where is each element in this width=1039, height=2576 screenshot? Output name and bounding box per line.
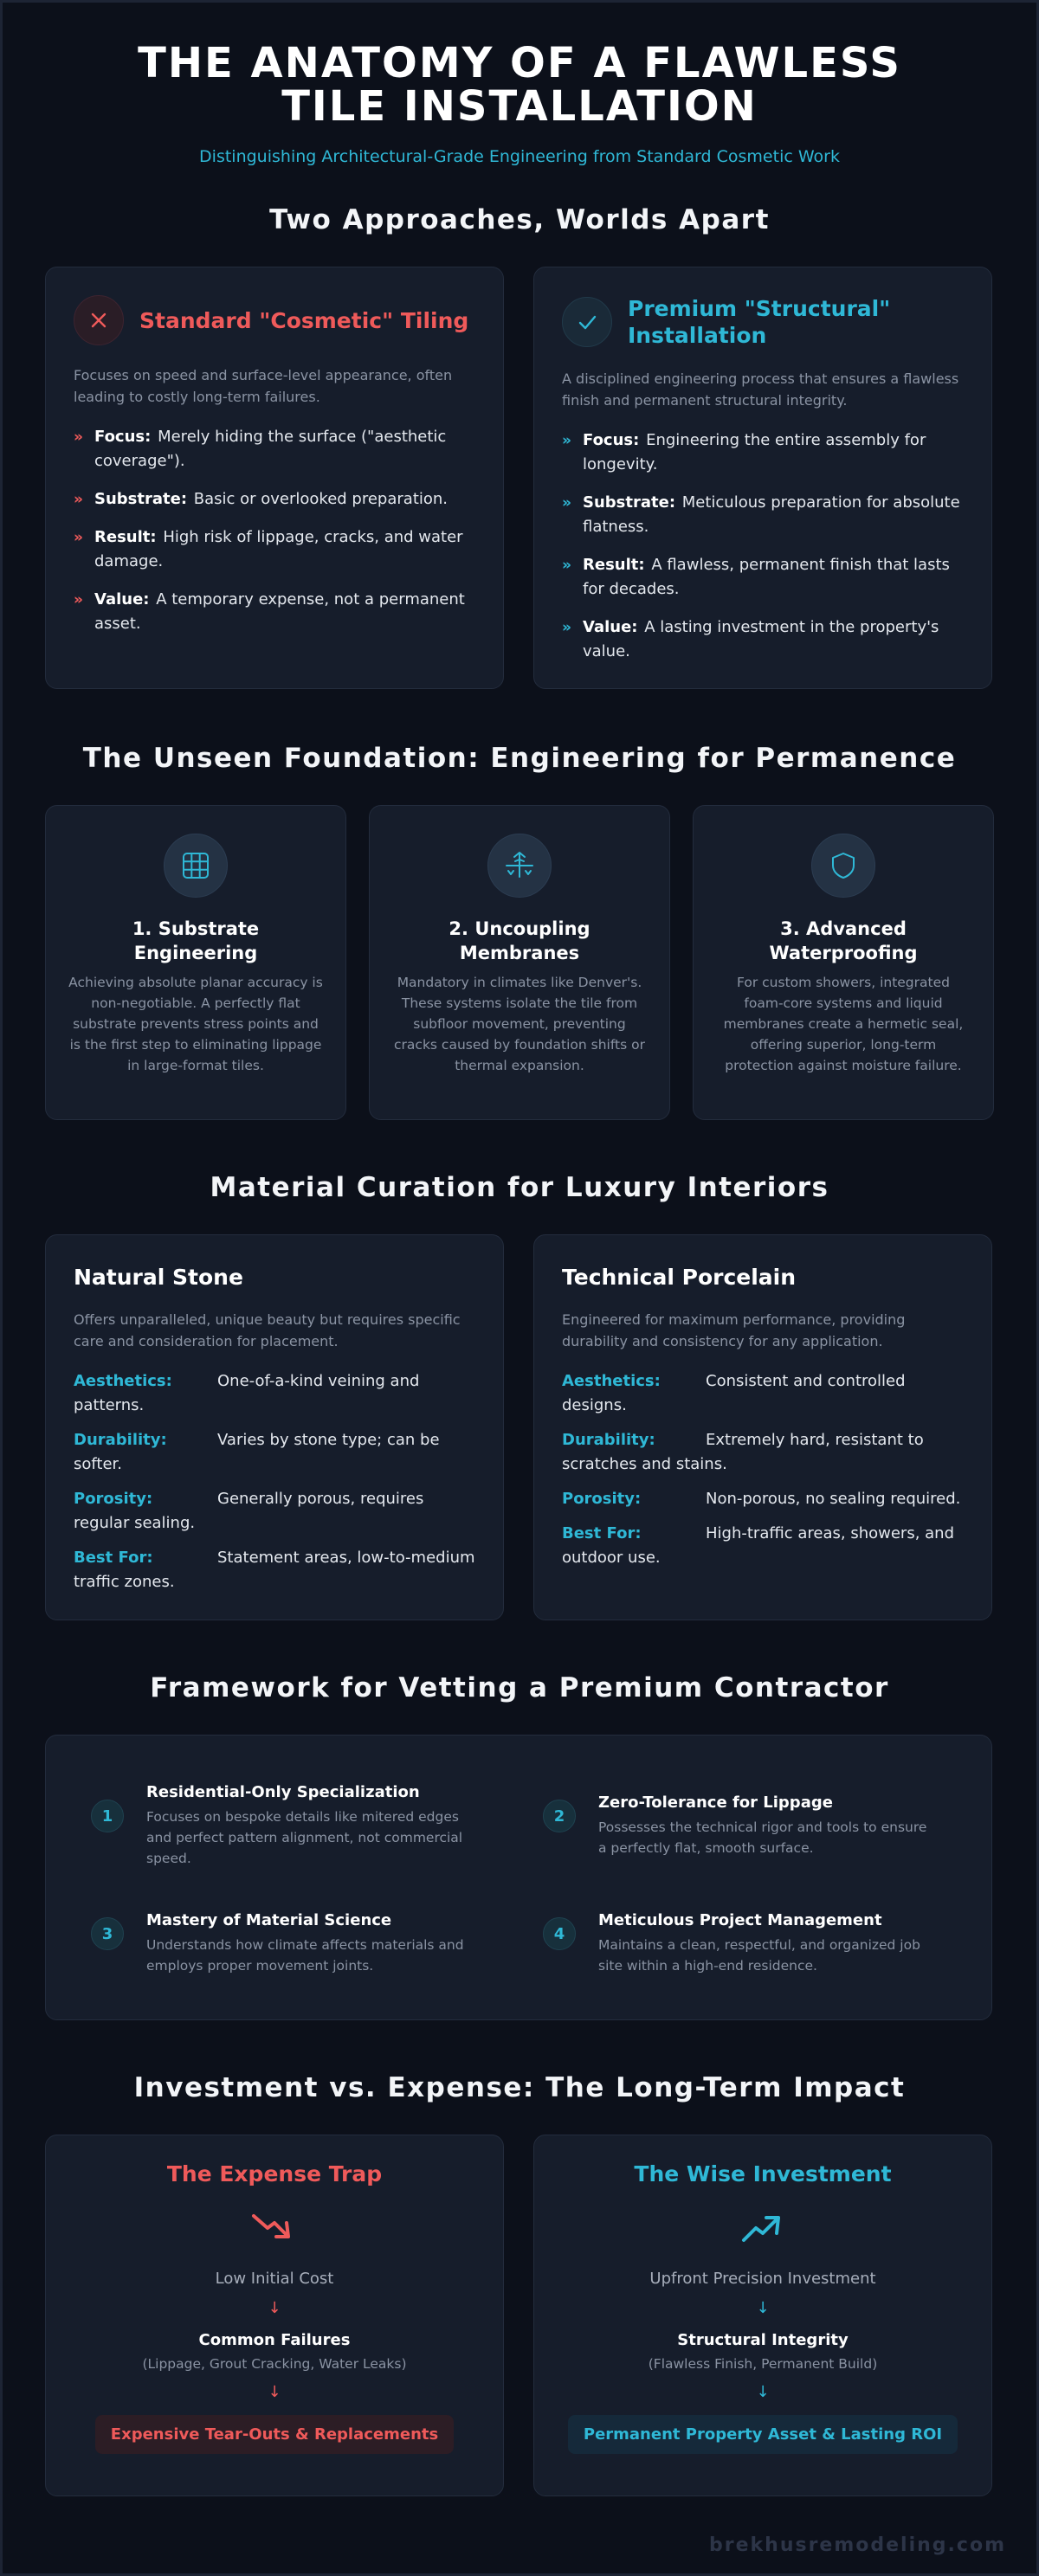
attribute-key: Best For: bbox=[74, 1549, 153, 1567]
uncoupling-membranes-title: 2. Uncoupling Membranes bbox=[449, 918, 590, 963]
bullet-value: A lasting investment in the property's value. bbox=[583, 618, 939, 660]
list-item bbox=[74, 1487, 475, 1536]
step-number: 3 bbox=[91, 1917, 124, 1950]
step-title: Mastery of Material Science bbox=[146, 1911, 392, 1929]
list-item bbox=[562, 1369, 964, 1418]
technical-porcelain-description: Engineered for maximum performance, providing durability and consistency for any application. bbox=[562, 1311, 906, 1349]
advanced-waterproofing-card bbox=[693, 805, 994, 1120]
bullet-key: Value: bbox=[94, 590, 150, 609]
chevron-right-icon: » bbox=[562, 494, 571, 512]
chevron-right-icon: » bbox=[562, 432, 571, 449]
materials-heading: Material Curation for Luxury Interiors bbox=[210, 1172, 829, 1203]
attribute-value: Extremely hard, resistant to scratches and stains. bbox=[562, 1431, 924, 1473]
step-description: Focuses on bespoke details like mitered edges and perfect pattern alignment, not commercial speed. bbox=[146, 1809, 463, 1866]
trend-down-icon bbox=[46, 2202, 503, 2254]
arrow-down-icon: ↓ bbox=[756, 2383, 770, 2401]
expense-trap-title: The Expense Trap bbox=[166, 2161, 383, 2186]
page-title: THE ANATOMY OF A FLAWLESS TILE INSTALLATION bbox=[138, 39, 901, 131]
attribute-value: Varies by stone type; can be softer. bbox=[74, 1431, 440, 1473]
list-item bbox=[562, 1522, 964, 1570]
chevron-right-icon: » bbox=[74, 491, 83, 508]
check-icon bbox=[562, 297, 612, 347]
structural-installation-bullets bbox=[562, 428, 964, 664]
structural-installation-description: A disciplined engineering process that ensures a flawless finish and permanent structural integrity. bbox=[562, 370, 959, 409]
uncoupling-membranes-description: Mandatory in climates like Denver's. These systems isolate the tile from subfloor movement, preventing cracks caused by foundation shifts or thermal expansion. bbox=[394, 975, 645, 1073]
bullet-value: Engineering the entire assembly for longevity. bbox=[583, 431, 926, 473]
expense-trap-card bbox=[45, 2135, 504, 2496]
expense-stage-2: Common Failures bbox=[198, 2331, 351, 2349]
investment-heading: Investment vs. Expense: The Long-Term Impact bbox=[133, 2072, 906, 2103]
attribute-key: Best For: bbox=[562, 1524, 642, 1542]
structural-installation-card bbox=[533, 267, 992, 689]
list-item bbox=[562, 1487, 964, 1511]
attribute-value: Non-porous, no sealing required. bbox=[706, 1490, 961, 1508]
attribute-value: One-of-a-kind veining and patterns. bbox=[74, 1372, 420, 1414]
step-number: 4 bbox=[543, 1917, 576, 1950]
framework-step-1 bbox=[91, 1782, 475, 1869]
cosmetic-tiling-title: Standard "Cosmetic" Tiling bbox=[139, 307, 469, 333]
chevron-right-icon: » bbox=[562, 619, 571, 636]
expense-outcome-badge: Expensive Tear-Outs & Replacements bbox=[95, 2415, 454, 2454]
list-item bbox=[74, 1369, 475, 1418]
attribute-key: Aesthetics: bbox=[74, 1372, 172, 1390]
expense-stage-1: Low Initial Cost bbox=[215, 2270, 334, 2288]
structural-installation-title: Premium "Structural" Installation bbox=[628, 296, 891, 348]
bullet-key: Result: bbox=[94, 528, 157, 546]
attribute-value: Generally porous, requires regular sealing. bbox=[74, 1490, 424, 1532]
attribute-value: Statement areas, low-to-medium traffic zones. bbox=[74, 1549, 475, 1591]
foundation-heading: The Unseen Foundation: Engineering for Permanence bbox=[82, 743, 957, 774]
technical-porcelain-card bbox=[533, 1234, 992, 1620]
bullet-key: Focus: bbox=[583, 431, 640, 449]
list-item bbox=[74, 425, 475, 473]
step-title: Meticulous Project Management bbox=[598, 1911, 882, 1929]
trend-up-icon bbox=[534, 2202, 991, 2254]
cosmetic-tiling-description: Focuses on speed and surface-level appearance, often leading to costly long-term failures. bbox=[74, 367, 453, 405]
list-item bbox=[562, 615, 964, 664]
approaches-heading: Two Approaches, Worlds Apart bbox=[269, 204, 770, 235]
wise-investment-title: The Wise Investment bbox=[634, 2161, 892, 2186]
chevron-right-icon: » bbox=[74, 428, 83, 446]
step-description: Possesses the technical rigor and tools to ensure a perfectly flat, smooth surface. bbox=[598, 1819, 927, 1856]
list-item bbox=[562, 553, 964, 602]
list-item bbox=[74, 588, 475, 636]
grid-icon bbox=[164, 834, 228, 898]
substrate-engineering-description: Achieving absolute planar accuracy is non-negotiable. A perfectly flat substrate prevents stress points and is the first step to eliminating lippage in large-format tiles. bbox=[68, 975, 323, 1073]
bullet-key: Value: bbox=[583, 618, 638, 636]
framework-card bbox=[45, 1735, 992, 2020]
natural-stone-title: Natural Stone bbox=[74, 1265, 243, 1290]
substrate-engineering-card bbox=[45, 805, 346, 1120]
investment-stage-1: Upfront Precision Investment bbox=[649, 2270, 876, 2288]
bullet-key: Substrate: bbox=[94, 490, 188, 508]
technical-porcelain-title: Technical Porcelain bbox=[562, 1265, 797, 1290]
step-description: Understands how climate affects materials and employs proper movement joints. bbox=[146, 1937, 464, 1974]
framework-step-3 bbox=[91, 1910, 475, 1976]
step-title: Zero-Tolerance for Lippage bbox=[598, 1794, 833, 1812]
chevron-right-icon: » bbox=[74, 529, 83, 546]
framework-heading: Framework for Vetting a Premium Contractor bbox=[150, 1672, 889, 1703]
attribute-key: Porosity: bbox=[74, 1490, 153, 1508]
list-item bbox=[74, 525, 475, 574]
bullet-key: Result: bbox=[583, 556, 645, 574]
advanced-waterproofing-description: For custom showers, integrated foam-core systems and liquid membranes create a hermetic seal, offering superior, long-term protection against moisture failure. bbox=[723, 975, 964, 1073]
framework-step-4 bbox=[543, 1910, 927, 1976]
chevron-right-icon: » bbox=[562, 557, 571, 574]
bullet-value: Meticulous preparation for absolute flatness. bbox=[583, 493, 960, 536]
framework-step-2 bbox=[543, 1793, 927, 1858]
bullet-key: Focus: bbox=[94, 428, 152, 446]
page-subtitle: Distinguishing Architectural-Grade Engineering from Standard Cosmetic Work bbox=[199, 147, 840, 166]
list-item bbox=[562, 428, 964, 477]
attribute-value: Consistent and controlled designs. bbox=[562, 1372, 906, 1414]
x-icon bbox=[74, 295, 124, 345]
step-number: 1 bbox=[91, 1800, 124, 1832]
bullet-value: Merely hiding the surface ("aesthetic coverage"). bbox=[94, 428, 447, 470]
step-number: 2 bbox=[543, 1800, 576, 1832]
bullet-value: Basic or overlooked preparation. bbox=[193, 490, 449, 508]
attribute-value: High-traffic areas, showers, and outdoor use. bbox=[562, 1524, 955, 1567]
natural-stone-card bbox=[45, 1234, 504, 1620]
list-item bbox=[74, 1546, 475, 1594]
attribute-key: Porosity: bbox=[562, 1490, 642, 1508]
bullet-value: High risk of lippage, cracks, and water damage. bbox=[94, 528, 463, 570]
step-title: Residential-Only Specialization bbox=[146, 1783, 420, 1801]
attribute-key: Durability: bbox=[562, 1431, 655, 1449]
uncouple-icon bbox=[487, 834, 552, 898]
bullet-key: Substrate: bbox=[583, 493, 676, 512]
list-item bbox=[562, 1428, 964, 1477]
investment-stage-2: Structural Integrity bbox=[677, 2331, 849, 2349]
advanced-waterproofing-title: 3. Advanced Waterproofing bbox=[769, 918, 918, 963]
attribute-key: Durability: bbox=[74, 1431, 167, 1449]
investment-stage-2-note: (Flawless Finish, Permanent Build) bbox=[648, 2356, 878, 2372]
arrow-down-icon: ↓ bbox=[268, 2299, 281, 2317]
step-description: Maintains a clean, respectful, and organized job site within a high-end residence. bbox=[598, 1937, 920, 1974]
list-item bbox=[74, 1428, 475, 1477]
chevron-right-icon: » bbox=[74, 591, 83, 609]
investment-outcome-badge: Permanent Property Asset & Lasting ROI bbox=[568, 2415, 958, 2454]
bullet-value: A temporary expense, not a permanent asset. bbox=[94, 590, 465, 633]
arrow-down-icon: ↓ bbox=[268, 2383, 281, 2401]
expense-stage-2-note: (Lippage, Grout Cracking, Water Leaks) bbox=[142, 2356, 407, 2372]
attribute-key: Aesthetics: bbox=[562, 1372, 661, 1390]
list-item bbox=[562, 491, 964, 539]
bullet-value: A flawless, permanent finish that lasts for decades. bbox=[583, 556, 950, 598]
wise-investment-card bbox=[533, 2135, 992, 2496]
cosmetic-tiling-bullets bbox=[74, 425, 475, 636]
substrate-engineering-title: 1. Substrate Engineering bbox=[132, 918, 260, 963]
natural-stone-description: Offers unparalleled, unique beauty but requires specific care and consideration for placement. bbox=[74, 1311, 461, 1349]
arrow-down-icon: ↓ bbox=[756, 2299, 770, 2317]
watermark: brekhusremodeling.com bbox=[709, 2534, 1006, 2556]
list-item bbox=[74, 487, 475, 512]
uncoupling-membranes-card bbox=[369, 805, 670, 1120]
cosmetic-tiling-card bbox=[45, 267, 504, 689]
shield-icon bbox=[811, 834, 875, 898]
